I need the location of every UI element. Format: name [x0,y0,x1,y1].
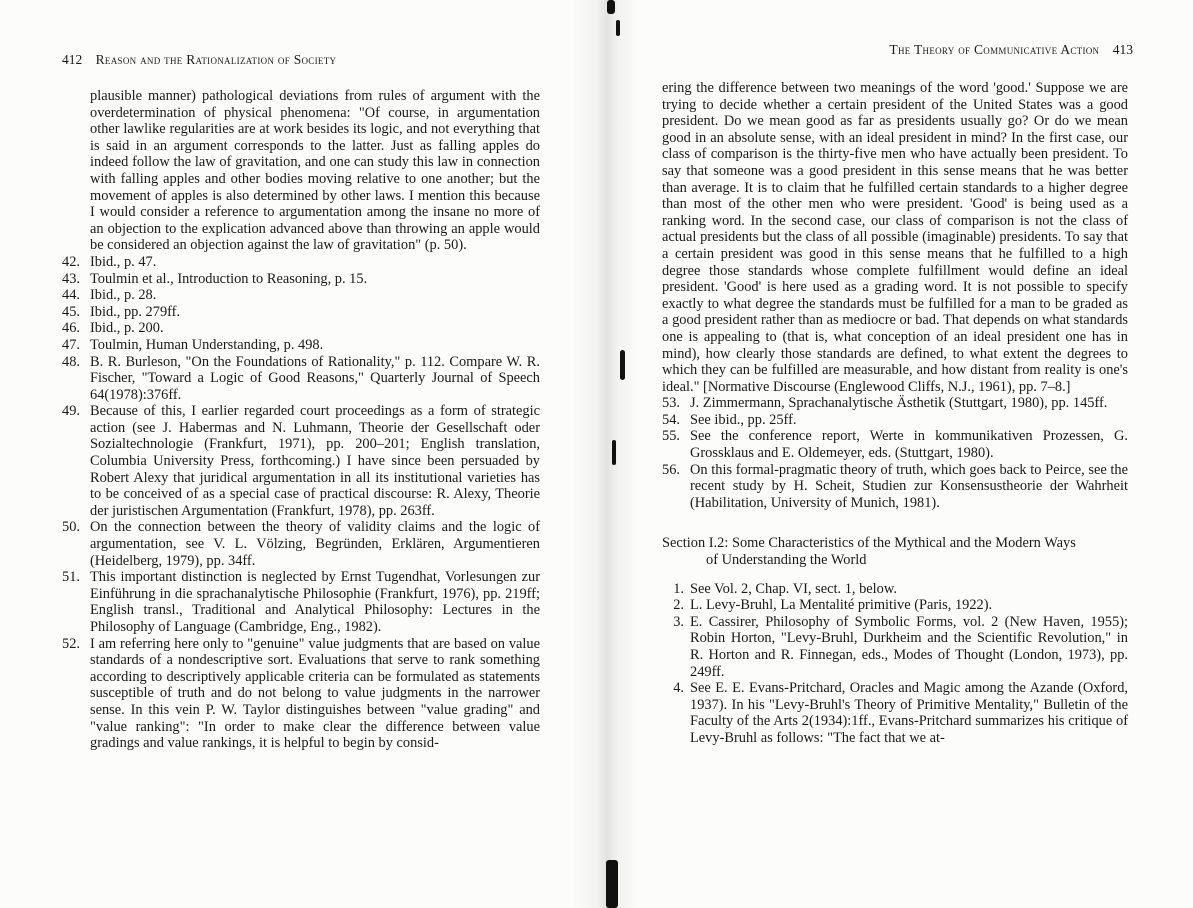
endnote-number: 2. [673,597,684,614]
endnote-number: 51. [62,569,80,586]
left-page-text [62,88,540,752]
endnote-text: See Vol. 2, Chap. VI, sect. 1, below. [690,580,897,597]
endnote [662,597,1128,614]
page-number: 413 [1112,42,1133,57]
page-number: 412 [62,52,83,67]
endnote-text: I am referring here only to "genuine" value judgments that are based on value standards of a nondescriptive sort. Evaluations that serve to rank something according to descriptively applicable criteria can be formulated as statements susceptible of truth and do not belong to value judgments in the narrower sense. In this vein P. W. Taylor distinguishes between "value grading" and "value ranking": "In order to make clear the difference between value gradings and value rankings, it is helpful to begin by consid- [90,635,540,752]
endnote [62,287,540,304]
continued-note: plausible manner) pathological deviations from rules of argument with the overdetermination of physical phenomena: "Of course, in argumentation other lawlike regularities are at work besides its logic, and not everything that is said in an argument corresponds to the latter. Just as falling apples do indeed follow the law of gravitation, and one can study this law in connection with falling apples and other bodies moving relative to one another; but the movement of apples is also determined by other laws. I mention this because I would consider a reference to argumentation among the insane no more of an objection to the explication advanced above than throwing an apple would be considered an objection against the law of gravitation" (p. 50). [90,88,540,254]
endnote [662,462,1128,512]
endnote [62,337,540,354]
running-title: Reason and the Rationalization of Society [95,52,337,67]
running-title: The Theory of Communicative Action [889,42,1100,57]
binding-mark [606,860,618,908]
endnote [62,304,540,321]
endnote-text: On this formal-pragmatic theory of truth, which goes back to Peirce, see the recent study by H. Scheit, Studien zur Konsensustheorie der Wahrheit (Habilitation, University of Munich, 1981). [690,461,1128,511]
section-heading-line: Section I.2: Some Characteristics of the Mythical and the Modern Ways [662,535,1076,552]
endnote [662,395,1128,412]
binding-mark [612,440,616,465]
endnote [62,569,540,635]
endnote [62,254,540,271]
continued-note: ering the difference between two meanings of the word 'good.' Suppose we are trying to decide whether a certain president of the United States was a good president. Do we mean good as far as presidents usually go? Or do we mean good in an absolute sense, with an ideal president in mind? In the first case, our class of comparison is the thirty-five men who have actually been president. To say that someone was a good president in this sense means that he was better than average. It is to claim that he fulfilled certain standards to a higher degree than most of the other men who were president. 'Good' is being used as a ranking word. In the second case, our class of comparison is not the class of actual presidents but the class of all possible (imaginable) presidents. To say that a certain president was good in this sense means that he fulfilled to a high degree those standards whose complete fulfillment would define an ideal president. 'Good' is here used as a grading word. It is not possible to specify exactly to what degree the standards must be fulfilled for a man to be graded as a good president rather than as mediocre or bad. That depends on what standards one is appealing to (that is, what conception of an ideal president one has in mind), how clearly those standards are defined, to what extent the degrees to which they can be fulfilled are measurable, and how distant from reality is one's ideal." [Normative Discourse (Englewood Cliffs, N.J., 1961), pp. 7–8.] [662,80,1128,395]
section-heading [662,535,1128,568]
endnote-number: 42. [62,253,80,270]
endnote-text: E. Cassirer, Philosophy of Symbolic Forms, vol. 2 (New Haven, 1955); Robin Horton, "Levy-Bruhl, Durkheim and the Scientific Revolution," in R. Horton and R. Finnegan, eds., Modes of Thought (London, 1973), pp. 249ff. [690,613,1128,680]
endnote-number: 44. [62,287,80,304]
endnote-text: See the conference report, Werte in kommunikativen Prozessen, G. Grossklaus and E. Oldemeyer, eds. (Stuttgart, 1980). [690,428,1128,462]
endnote [62,320,540,337]
endnote-number: 54. [662,411,680,428]
endnotes-list [662,395,1128,511]
endnote [62,519,540,569]
endnote [662,581,1128,598]
endnote-number: 52. [62,635,80,652]
endnote-text: Ibid., p. 200. [90,320,164,337]
endnote-number: 53. [662,395,680,412]
endnote-text: This important distinction is neglected by Ernst Tugendhat, Vorlesungen zur Einführung in die sprachanalytische Philosophie (Frankfurt, 1976), pp. 219ff; English transl., Traditional and Analytical Philosophy: Lectures in the Philosophy of Language (Cambridge, Eng., 1982). [90,569,540,635]
right-page-text [662,80,1128,747]
section-heading-line: of Understanding the World [706,552,867,569]
endnote-text: Toulmin, Human Understanding, p. 498. [90,336,324,353]
endnote-text: Toulmin et al., Introduction to Reasoning, p. 15. [90,270,368,287]
endnote-text: Ibid., p. 47. [90,253,157,270]
endnote-text: On the connection between the theory of validity claims and the logic of argumentation, see V. L. Völzing, Begründen, Erklären, Argumentieren (Heidelberg, 1979), pp. 34ff. [90,519,540,569]
endnote [662,428,1128,461]
right-page-header [889,42,1133,58]
endnote-text: B. R. Burleson, "On the Foundations of Rationality," p. 112. Compare W. R. Fischer, "Toward a Logic of Good Reasons," Quarterly Journal of Speech 64(1978):376ff. [90,353,540,403]
endnote-number: 46. [62,320,80,337]
binding-mark [607,0,615,14]
binding-mark [620,350,625,380]
binding-mark [616,20,620,36]
endnote [62,403,540,519]
endnote [62,636,540,752]
endnote-number: 47. [62,336,80,353]
endnote-number: 49. [62,403,80,420]
endnote [662,614,1128,680]
endnote-text: See E. E. Evans-Pritchard, Oracles and Magic among the Azande (Oxford, 1937). In his "Levy-Bruhl's Theory of Primitive Mentality," Bulletin of the Faculty of the Arts 2(1934):1ff., Evans-Pritchard summarizes his critique of Levy-Bruhl as follows: "The fact that we at- [690,680,1128,746]
endnote-number: 50. [62,519,80,536]
endnote [62,354,540,404]
book-gutter [572,0,642,908]
section-endnotes-list [662,581,1128,747]
endnote-number: 3. [673,613,684,630]
endnote-number: 55. [662,428,680,445]
endnote-text: Ibid., pp. 279ff. [90,303,181,320]
endnote-number: 43. [62,270,80,287]
endnote-number: 48. [62,353,80,370]
endnotes-list [62,254,540,752]
endnote-text: J. Zimmermann, Sprachanalytische Ästhetik (Stuttgart, 1980), pp. 145ff. [690,395,1108,412]
endnote-number: 1. [673,580,684,597]
endnote-text: See ibid., pp. 25ff. [690,411,797,428]
endnote-number: 56. [662,461,680,478]
endnote-text: Ibid., p. 28. [90,287,157,304]
endnote-number: 45. [62,303,80,320]
endnote [662,412,1128,429]
endnote-text: L. Levy-Bruhl, La Mentalité primitive (Paris, 1922). [690,597,993,614]
endnote-number: 4. [673,680,684,697]
endnote [662,680,1128,746]
left-page-header [62,52,336,68]
endnote [62,271,540,288]
endnote-text: Because of this, I earlier regarded court proceedings as a form of strategic action (see J. Habermas and N. Luhmann, Theorie der Gesellschaft oder Sozialtechnologie (Frankfurt, 1971), pp. 200–201; English translation, Columbia University Press, forthcoming.) I have since been persuaded by Robert Alexy that juridical argumentation in all its institutional varieties has to be conceived of as a special case of practical discourse: R. Alexy, Theorie der juristischen Argumentation (Frankfurt, 1978), pp. 263ff. [90,403,540,519]
